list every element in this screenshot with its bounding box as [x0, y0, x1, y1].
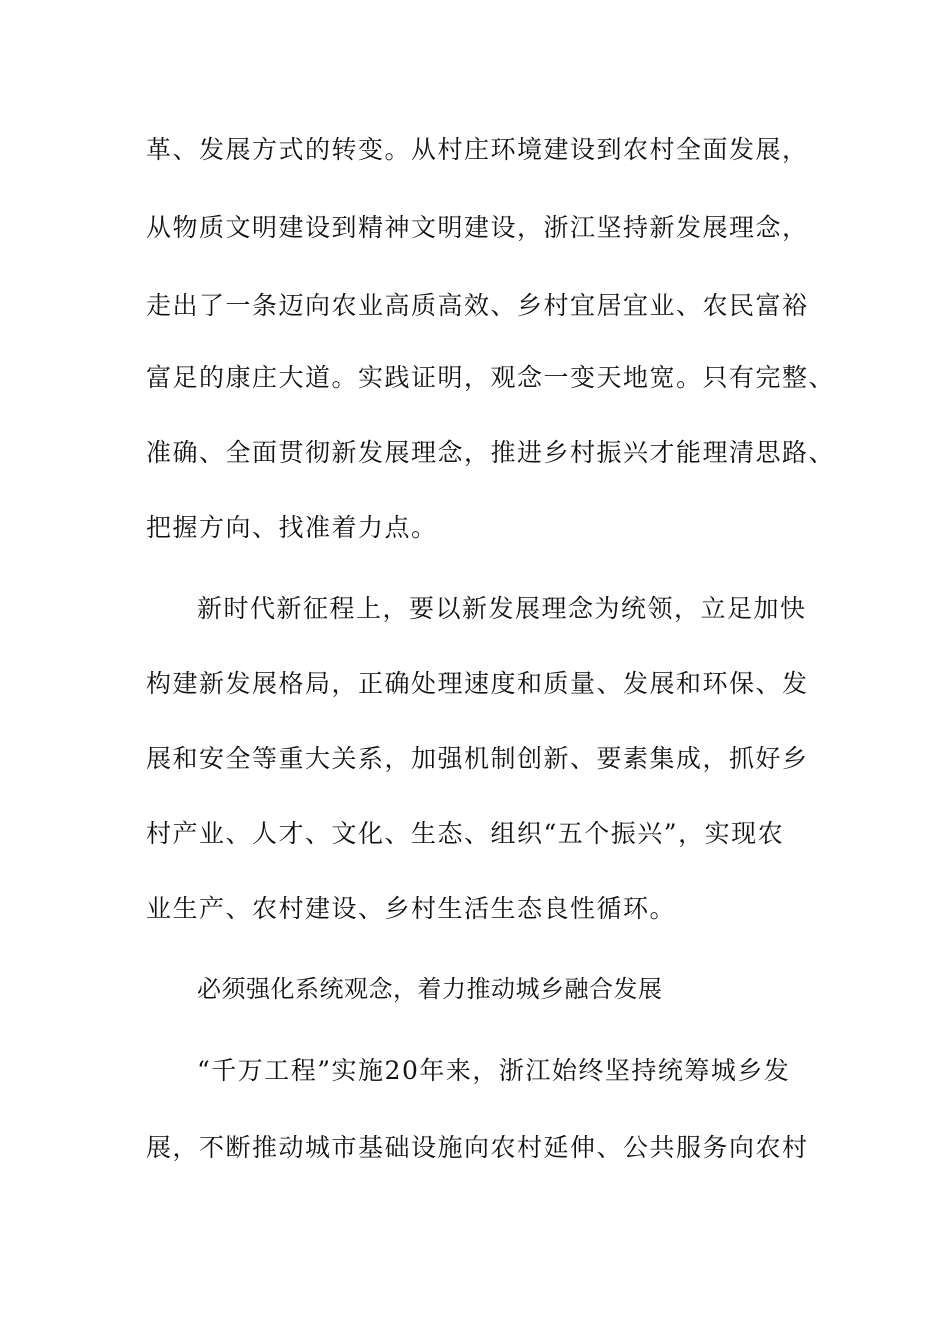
paragraph-1-line-3: 走出了一条迈向农业高质高效、乡村宜居宜业、农民富裕 — [146, 291, 809, 320]
paragraph-2-line-2: 构建新发展格局，正确处理速度和质量、发展和环保、发 — [146, 669, 809, 698]
paragraph-2-line-5: 业生产、农村建设、乡村生活生态良性循环。 — [146, 894, 677, 923]
paragraph-1-line-1: 革、发展方式的转变。从村庄环境建设到农村全面发展， — [146, 135, 809, 164]
paragraph-3-line-1: “千万工程”实施20年来，浙江始终坚持统筹城乡发 — [197, 1056, 791, 1085]
paragraph-1-line-6: 把握方向、找准着力点。 — [146, 513, 438, 542]
paragraph-2-line-4: 村产业、人才、文化、生态、组织“五个振兴”，实现农 — [146, 819, 785, 848]
paragraph-1-line-2: 从物质文明建设到精神文明建设，浙江坚持新发展理念， — [146, 213, 809, 242]
section-heading: 必须强化系统观念，着力推动城乡融合发展 — [197, 975, 663, 1003]
paragraph-1-line-5: 准确、全面贯彻新发展理念，推进乡村振兴才能理清思路、 — [146, 438, 836, 467]
paragraph-3-line-2: 展，不断推动城市基础设施向农村延伸、公共服务向农村 — [146, 1133, 809, 1162]
paragraph-1-line-4: 富足的康庄大道。实践证明，观念一变天地宽。只有完整、 — [146, 363, 836, 392]
paragraph-2-line-3: 展和安全等重大关系，加强机制创新、要素集成，抓好乡 — [146, 744, 809, 773]
paragraph-2-line-1: 新时代新征程上，要以新发展理念为统领，立足加快 — [197, 594, 807, 623]
